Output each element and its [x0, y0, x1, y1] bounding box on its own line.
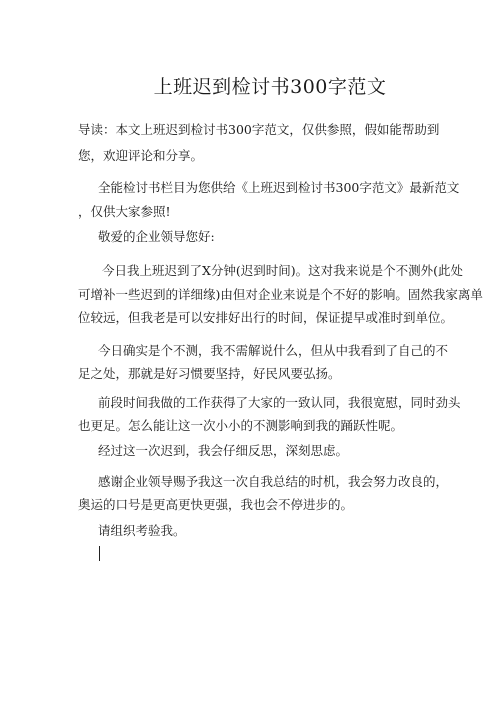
paragraph-3-line-1: 今日确实是个不测，我不需解说什么，但从中我看到了自己的不: [98, 343, 449, 358]
paragraph-6-line-1: 感谢企业领导赐予我这一次自我总结的时机，我会努力改良的，: [98, 474, 449, 489]
salutation: 敬爱的企业领导您好:: [98, 229, 215, 244]
document-title: 上班迟到检讨书300字范文: [153, 76, 387, 98]
paragraph-2-line-3: 位较远，但我老是可以安排好出行的时间，保证提早或准时到单位。: [78, 310, 454, 325]
paragraph-1-line-1: 全能检讨书栏目为您供给《上班迟到检讨书300字范文》最新范文: [98, 180, 460, 195]
closing-line: 请组织考验我。: [98, 523, 186, 538]
paragraph-2-line-1: 今日我上班迟到了X分钟(迟到时间)。这对我来说是个不测外(此处: [102, 263, 464, 278]
paragraph-4-line-2: 也更足。怎么能让这一次小小的不测影响到我的踊跃性呢。: [78, 418, 404, 433]
text-cursor[interactable]: [99, 546, 100, 561]
paragraph-5: 经过这一次迟到，我会仔细反思，深刻思虑。: [98, 443, 349, 458]
paragraph-4-line-1: 前段时间我做的工作获得了大家的一致认同，我很宽慰，同时劲头: [98, 395, 461, 410]
intro-line-1: 导读：本文上班迟到检讨书300字范文，仅供参照，假如能帮助到: [78, 122, 440, 137]
paragraph-3-line-2: 足之处，那就是好习惯要坚持，好民风要弘扬。: [78, 366, 341, 381]
paragraph-1-line-2: ，仅供大家参照!: [78, 204, 171, 219]
paragraph-2-line-2: 可增补一些迟到的详细缘)由但对企业来说是个不好的影响。固然我家离单: [78, 287, 483, 302]
paragraph-6-line-2: 奥运的口号是更高更快更强，我也会不停进步的。: [78, 497, 354, 512]
intro-line-2: 您，欢迎评论和分享。: [78, 148, 204, 163]
